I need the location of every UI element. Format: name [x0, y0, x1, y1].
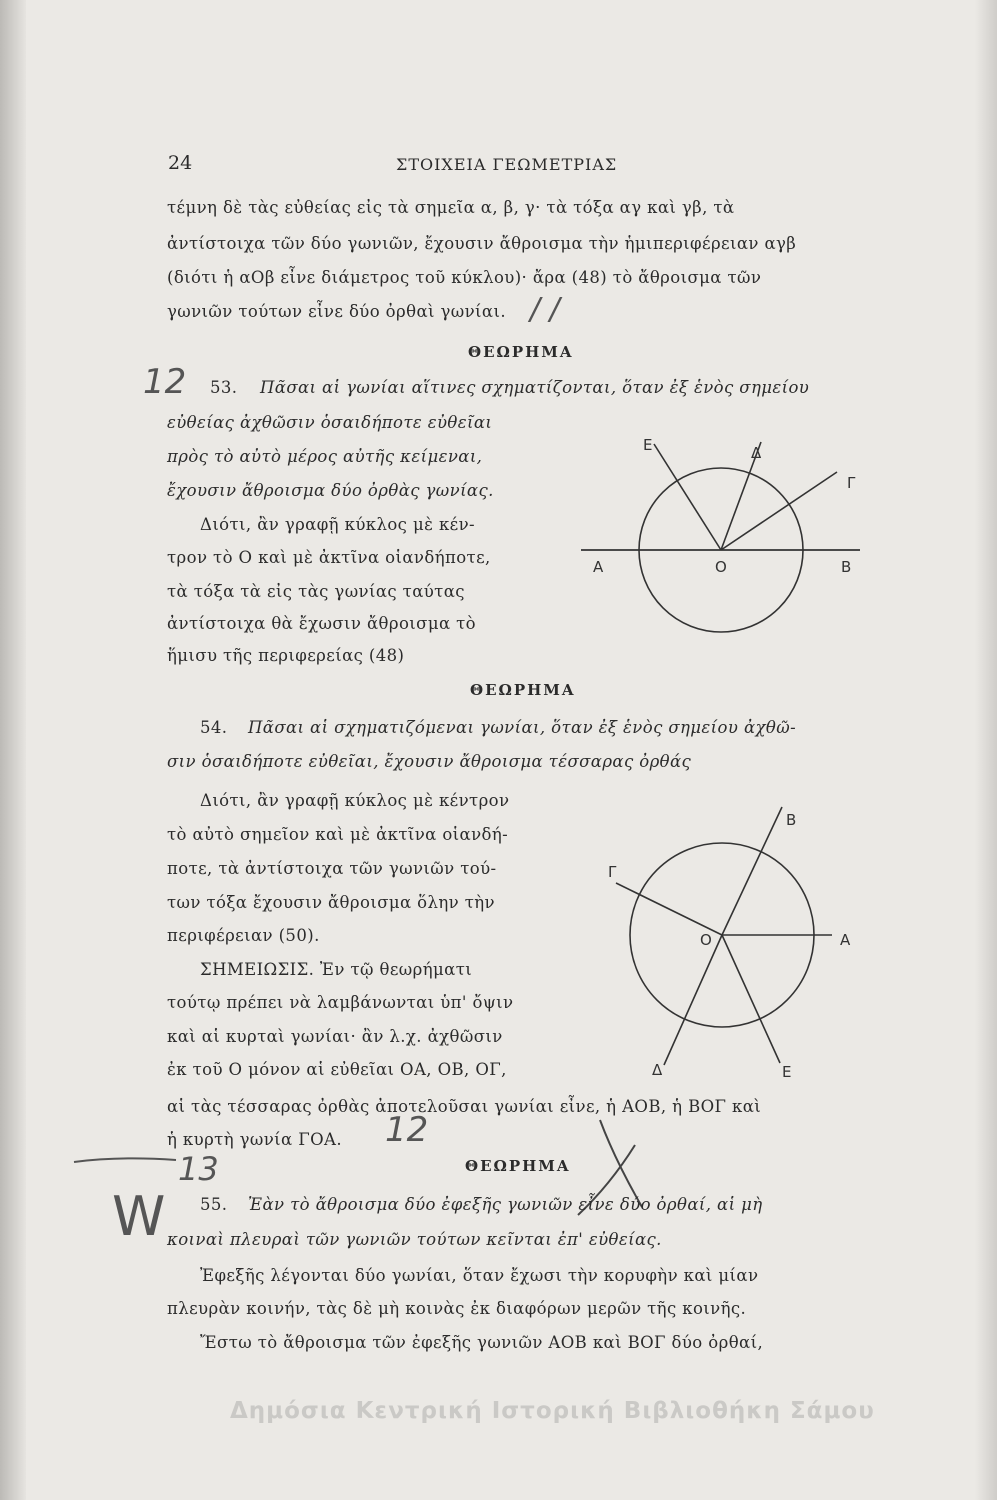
theorem-55-number: 55. — [200, 1195, 228, 1214]
theorem-53-proof-1: Διότι, ἂν γραφῇ κύκλος μὲ κέν- — [200, 515, 476, 534]
intro-line-2: ἀντίστοιχα τῶν δύο γωνιῶν, ἔχουσιν ἄθροισμα τὴν ἡμιπεριφέρειαν αγβ — [167, 234, 797, 253]
theorem-54-label-e: Ε — [782, 1063, 792, 1081]
right-page-edge — [975, 0, 997, 1500]
theorem-53-statement-1: Πᾶσαι αἱ γωνίαι αἵτινες σχηματίζονται, ὅταν ἐξ ἑνὸς σημείου — [260, 378, 810, 397]
theorem-53-proof-4: ἀντίστοιχα θὰ ἔχωσιν ἄθροισμα τὸ — [167, 614, 477, 633]
handwritten-number-13: 13 — [178, 1150, 219, 1188]
theorem-53-statement-3: πρὸς τὸ αὐτὸ μέρος αὐτῆς κείμεναι, — [167, 447, 483, 466]
running-head: ΣΤΟΙΧΕΙΑ ΓΕΩΜΕΤΡΙΑΣ — [396, 155, 618, 174]
theorem-54-note-1: ΣΗΜΕΙΩΣΙΣ. Ἐν τῷ θεωρήματι — [200, 960, 473, 979]
theorem-53-label-e: Ε — [643, 436, 653, 454]
page-number: 24 — [168, 152, 193, 174]
theorem-53-proof-2: τρον τὸ Ο καὶ μὲ ἀκτῖνα οἱανδήποτε, — [167, 548, 491, 567]
theorem-54-proof-3: ποτε, τὰ ἀντίστοιχα τῶν γωνιῶν τού- — [167, 859, 497, 878]
theorem-54-note-2: τούτῳ πρέπει νὰ λαμβάνωνται ὑπ' ὄψιν — [167, 993, 514, 1012]
intro-line-3: (διότι ἡ αΟβ εἶνε διάμετρος τοῦ κύκλου)· ἄρα (48) τὸ ἄθροισμα τῶν — [167, 268, 762, 287]
theorem-54-heading: ΘΕΩΡΗΜΑ — [470, 681, 576, 699]
library-watermark: Δημόσια Κεντρική Ιστορική Βιβλιοθήκη Σάμου — [230, 1398, 875, 1424]
theorem-54-proof-2: τὸ αὐτὸ σημεῖον καὶ μὲ ἀκτῖνα οἱανδή- — [167, 825, 509, 844]
handwritten-dash-mark — [70, 1150, 180, 1170]
theorem-54-label-o: Ο — [700, 931, 712, 949]
theorem-53-label-d: Δ — [751, 444, 762, 462]
handwritten-initials: W — [112, 1185, 166, 1248]
handwritten-number-12: 12 — [143, 362, 187, 402]
theorem-55-body-1: Ἐφεξῆς λέγονται δύο γωνίαι, ὅταν ἔχωσι τὴν κορυφὴν καὶ μίαν — [200, 1266, 759, 1285]
theorem-55-body-3: Ἔστω τὸ ἄθροισμα τῶν ἐφεξῆς γωνιῶν ΑΟΒ καὶ ΒΟΓ δύο ὀρθαί, — [200, 1333, 764, 1352]
theorem-53-label-b: Β — [841, 558, 852, 576]
theorem-53-proof-3: τὰ τόξα τὰ εἰς τὰς γωνίας ταύτας — [167, 582, 465, 601]
handwritten-number-12-second: 12 — [385, 1110, 429, 1150]
left-page-edge — [0, 0, 26, 1500]
theorem-54-ray-ob — [722, 807, 782, 935]
theorem-54-tail-2: ἡ κυρτὴ γωνία ΓΟΑ. — [167, 1130, 342, 1149]
theorem-53-ray-og — [721, 472, 837, 550]
theorem-54-proof-4: των τόξα ἔχουσιν ἄθροισμα ὅλην τὴν — [167, 893, 495, 912]
theorem-54-statement-2: σιν ὁσαιδήποτε εὐθεῖαι, ἔχουσιν ἄθροισμα τέσσαρας ὀρθάς — [167, 752, 692, 771]
theorem-55-statement-1: Ἐὰν τὸ ἄθροισμα δύο ἐφεξῆς γωνιῶν εἶνε δύο ὀρθαί, αἱ μὴ — [248, 1195, 763, 1214]
theorem-53-label-o: Ο — [715, 558, 727, 576]
theorem-53-statement-4: ἔχουσιν ἄθροισμα δύο ὀρθὰς γωνίας. — [167, 481, 494, 500]
theorem-55-statement-2: κοιναὶ πλευραὶ τῶν γωνιῶν τούτων κεῖνται ἐπ' εὐθείας. — [167, 1230, 662, 1249]
theorem-54-label-a: Α — [840, 931, 851, 949]
intro-line-1: τέμνη δὲ τὰς εὐθείας εἰς τὰ σημεῖα α, β, γ· τὰ τόξα αγ καὶ γβ, τὰ — [167, 198, 735, 217]
theorem-54-number: 54. — [200, 718, 228, 737]
theorem-54-label-b: Β — [786, 811, 797, 829]
theorem-54-label-g: Γ — [608, 863, 617, 881]
theorem-53-number: 53. — [210, 378, 238, 397]
theorem-54-tail-1: αἱ τὰς τέσσαρας ὀρθὰς ἀποτελοῦσαι γωνίαι εἶνε, ἡ ΑΟΒ, ἡ ΒΟΓ καὶ — [167, 1097, 762, 1116]
intro-line-4: γωνιῶν τούτων εἶνε δύο ὀρθαὶ γωνίαι. — [167, 302, 506, 321]
theorem-53-heading: ΘΕΩΡΗΜΑ — [468, 343, 574, 361]
theorem-55-heading: ΘΕΩΡΗΜΑ — [465, 1157, 571, 1175]
theorem-53-label-a: Α — [593, 558, 604, 576]
theorem-53-figure — [575, 400, 875, 660]
theorem-54-ray-oe — [722, 935, 780, 1063]
theorem-54-ray-od — [664, 935, 722, 1065]
theorem-54-label-d: Δ — [652, 1061, 663, 1079]
theorem-54-figure — [590, 795, 880, 1095]
theorem-53-label-g: Γ — [847, 474, 856, 492]
theorem-54-note-4: ἐκ τοῦ Ο μόνον αἱ εὐθεῖαι ΟΑ, ΟΒ, ΟΓ, — [167, 1060, 507, 1079]
theorem-53-proof-5: ἥμισυ τῆς περιφερείας (48) — [167, 646, 405, 665]
theorem-53-ray-oe — [654, 444, 721, 550]
theorem-54-note-3: καὶ αἱ κυρταὶ γωνίαι· ἂν λ.χ. ἀχθῶσιν — [167, 1027, 503, 1046]
theorem-55-body-2: πλευρὰν κοινήν, τὰς δὲ μὴ κοινὰς ἐκ διαφόρων μερῶν τῆς κοινῆς. — [167, 1299, 747, 1318]
theorem-53-statement-2: εὐθείας ἀχθῶσιν ὁσαιδήποτε εὐθεῖαι — [167, 413, 493, 432]
handwritten-slash-marks: / / — [530, 292, 560, 327]
theorem-54-statement-1: Πᾶσαι αἱ σχηματιζόμεναι γωνίαι, ὅταν ἐξ ἑνὸς σημείου ἀχθῶ- — [248, 718, 797, 737]
theorem-54-ray-og — [616, 883, 722, 935]
theorem-54-proof-1: Διότι, ἂν γραφῇ κύκλος μὲ κέντρον — [200, 791, 510, 810]
theorem-54-proof-5: περιφέρειαν (50). — [167, 926, 320, 945]
